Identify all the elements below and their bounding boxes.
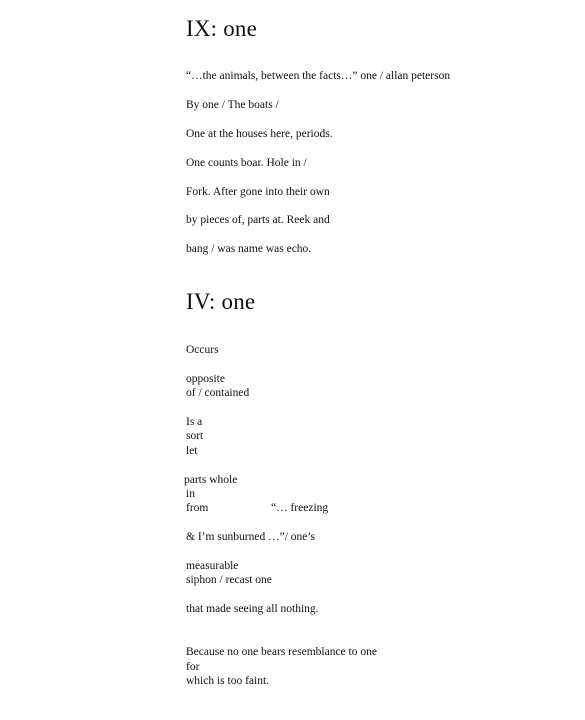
poem-line: siphon / recast one xyxy=(186,574,272,586)
poem-line: that made seeing all nothing. xyxy=(186,603,319,615)
poem-line: let xyxy=(186,445,198,457)
poem-line: Fork. After gone into their own xyxy=(186,186,330,198)
section-heading-ix: IX: one xyxy=(186,16,258,41)
epigraph-line: “…the animals, between the facts…” one / allan peterson xyxy=(186,70,451,82)
poem-line: of / contained xyxy=(186,387,250,399)
poem-line: opposite xyxy=(186,373,225,385)
poem-line: measurable xyxy=(186,560,239,572)
poem-line: sort xyxy=(186,430,204,442)
poem-line: Because no one bears resemblance to one xyxy=(186,646,377,658)
poem-line: Occurs xyxy=(186,344,219,356)
poem-line: for xyxy=(186,661,200,673)
section-heading-iv: IV: one xyxy=(186,289,256,314)
poem-line: & I’m sunburned …”/ one’s xyxy=(186,531,316,543)
poem-line: from xyxy=(186,502,209,514)
poem-line: One at the houses here, periods. xyxy=(186,128,333,140)
poem-line: which is too faint. xyxy=(186,675,270,687)
poem-line: By one / The boats / xyxy=(186,99,279,111)
poem-line: parts whole xyxy=(184,474,238,486)
poem-line-fragment: “… freezing xyxy=(271,502,329,514)
poem-line: in xyxy=(186,488,195,500)
poem-line: by pieces of, parts at. Reek and xyxy=(186,214,330,226)
poem-line: One counts boar. Hole in / xyxy=(186,157,307,169)
poem-line: Is a xyxy=(186,416,203,428)
poem-line: bang / was name was echo. xyxy=(186,243,312,255)
